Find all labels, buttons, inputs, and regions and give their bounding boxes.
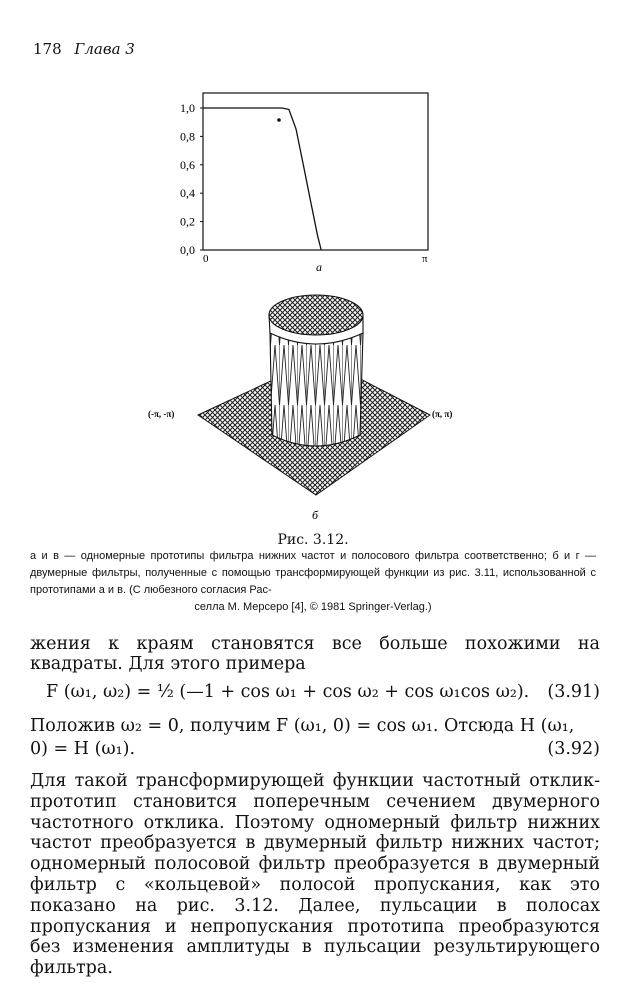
surface-cylinder-wall xyxy=(270,333,363,446)
figure-b-label-right: (π, π) xyxy=(432,409,453,419)
figure-a-y-tick-label: 0,0 xyxy=(180,243,195,257)
equation-3-92-text: Положив ω₂ = 0, получим F (ω₁, 0) = cos ω₁. Отсюда H (ω₁, xyxy=(30,716,575,736)
figure-a-dot xyxy=(277,118,281,122)
paragraph-1: жения к краям становятся все больше похожими на квадраты. Для этого примера xyxy=(30,634,600,674)
figure-caption-body: а и в — одномерные прототипы фильтра нижних частот и полосового фильтра соответственно; б и г — двумерные фильтры, полученные с помощью трансформирующей функции из рис. 3.11, использованной с прототипами а и в. (С любезного согласия Рас- xyxy=(30,550,596,596)
equation-3-92-number: (3.92) xyxy=(547,739,600,759)
equation-3-92-line2 xyxy=(30,739,600,759)
figure-a-y-tick-label: 0,2 xyxy=(180,214,195,229)
figure-a-y-tick-label: 0,8 xyxy=(180,129,195,144)
chapter-title: Глава 3 xyxy=(74,40,135,58)
figure-caption-last-line: селла М. Мерсеро [4], © 1981 Springer-Verlag.) xyxy=(194,601,432,613)
page-header xyxy=(33,40,135,58)
figure-caption xyxy=(30,548,596,616)
equation-3-92-line1 xyxy=(30,716,600,736)
figure-b-surface xyxy=(140,285,490,525)
figure-a-response-curve xyxy=(203,108,321,250)
figure-caption-title: Рис. 3.12. xyxy=(277,532,349,548)
figure-b-panel-label: б xyxy=(312,508,319,522)
figure-a-x-start: 0 xyxy=(203,253,209,265)
figure-a-x-end: π xyxy=(422,253,428,265)
figure-a-y-tick-label: 0,6 xyxy=(180,157,195,172)
equation-3-92-text-2: 0) = H (ω₁). xyxy=(30,739,136,759)
equation-3-91-body: F (ω₁, ω₂) = ½ (—1 + cos ω₁ + cos ω₂ + cos ω₁cos ω₂). xyxy=(46,682,530,702)
surface-cylinder-top xyxy=(269,295,363,335)
figure-b-label-left: (-π, -π) xyxy=(148,409,175,419)
equation-3-91 xyxy=(30,682,600,702)
page-number: 178 xyxy=(33,40,62,58)
figure-a-chart xyxy=(150,88,450,288)
figure-a-y-tick-label: 1,0 xyxy=(180,101,195,115)
figure-a-panel-label: а xyxy=(316,260,322,274)
figure-a-y-ticks xyxy=(180,101,203,257)
equation-3-91-number: (3.91) xyxy=(547,682,600,702)
figure-a-y-tick-label: 0,4 xyxy=(180,186,195,201)
paragraph-2: Для такой трансформирующей функции частотный отклик-прототип становится поперечным сечением двумерного частотного отклика. Поэтому одномерный фильтр нижних частот преобразуется в двумерный фильтр нижних частот; одномерный полосовой фильтр преобразуется в двумерный фильтр с «кольцевой» полосой пропускания, как это показано на рис. 3.12. Далее, пульсации в полосах пропускания и непропускания прототипа преобразуются без изменения амплитуды в пульсации результирующего фильтра. xyxy=(30,771,600,979)
